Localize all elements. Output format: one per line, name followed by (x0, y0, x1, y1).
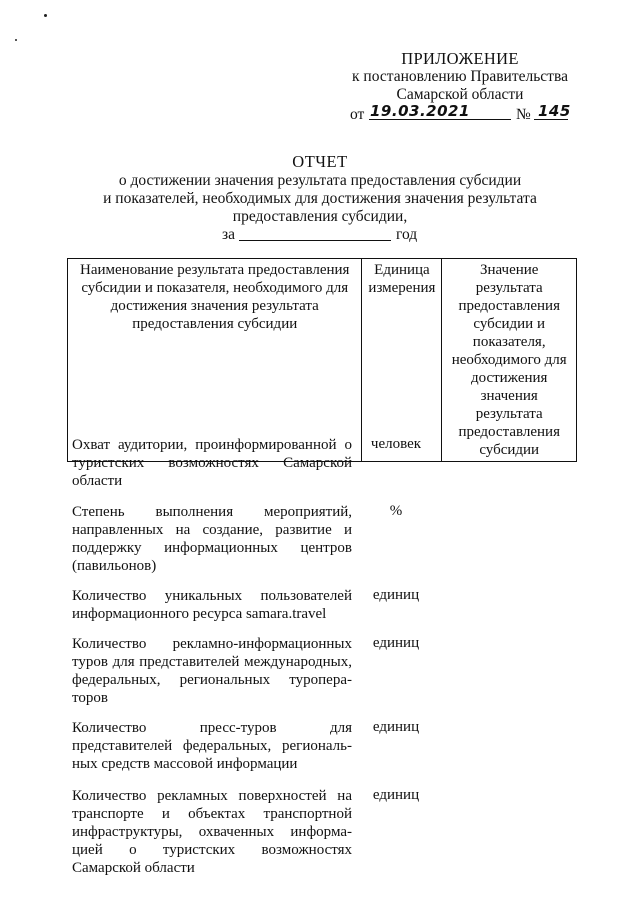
report-line: о достижении значения результата предоставления субсидии (118, 172, 522, 189)
period-suffix: год (396, 226, 418, 243)
handwritten-number: 145 (538, 102, 571, 120)
appendix-reference (350, 103, 590, 125)
number-prefix: № (516, 106, 531, 123)
period-blank (239, 226, 391, 241)
handwritten-date: 19.03.2021 (370, 102, 470, 120)
period-prefix: за (222, 226, 236, 243)
table-row-unit: единиц (372, 635, 420, 651)
table-row-unit: % (389, 503, 403, 519)
appendix-title: ПРИЛОЖЕНИЕ (401, 49, 519, 68)
table-header (67, 258, 577, 462)
header-value: Значение результата предоставления субсидии и показателя, необходимого для достижения значения результата предоставления субсидии (442, 259, 577, 462)
date-prefix: от (350, 106, 365, 123)
table-row-unit: единиц (372, 719, 420, 735)
header-unit: Единица измерения (362, 259, 442, 462)
scan-speck (15, 39, 17, 41)
table-row-name: Количество уникальных пользователей информационного ресурса samara.travel (72, 588, 352, 622)
report-line: и показателей, необходимых для достижения значения результата (103, 190, 537, 207)
table-row-name: Степень выполнения мероприятий, направленных на создание, развитие и поддержку информационных центров (павильонов) (72, 504, 352, 574)
report-line: предоставления субсидии, (232, 208, 408, 225)
header-name: Наименование результата предоставления субсидии и показателя, необходимого для достижения значения результата предоставления субсидии (68, 259, 362, 462)
appendix-line: Самарской области (396, 86, 524, 103)
table-row-unit: единиц (372, 587, 420, 603)
scan-speck (44, 14, 47, 17)
table-row-name: Количество пресс-туров для представителей федеральных, региональ-ных средств массовой информации (72, 720, 352, 772)
report-title: ОТЧЕТ (292, 152, 348, 171)
report-period (222, 226, 417, 244)
appendix-block (330, 50, 590, 104)
table-row-name: Охват аудитории, проинформированной о туристских возможностях Самарской области (72, 437, 352, 489)
appendix-line: к постановлению Правительства (352, 68, 568, 85)
table-row-name: Количество рекламно-информационных туров для представителей международных, федеральных, региональных туропера-торов (72, 636, 352, 706)
report-heading (90, 153, 550, 226)
table-row-name: Количество рекламных поверхностей на транспорте и объектах транспортной инфраструктуры, охваченных информа-цией о туристских возможностях Самарской области (72, 788, 352, 876)
table-row-unit: единиц (372, 787, 420, 803)
table-row-unit: человек (370, 436, 422, 452)
